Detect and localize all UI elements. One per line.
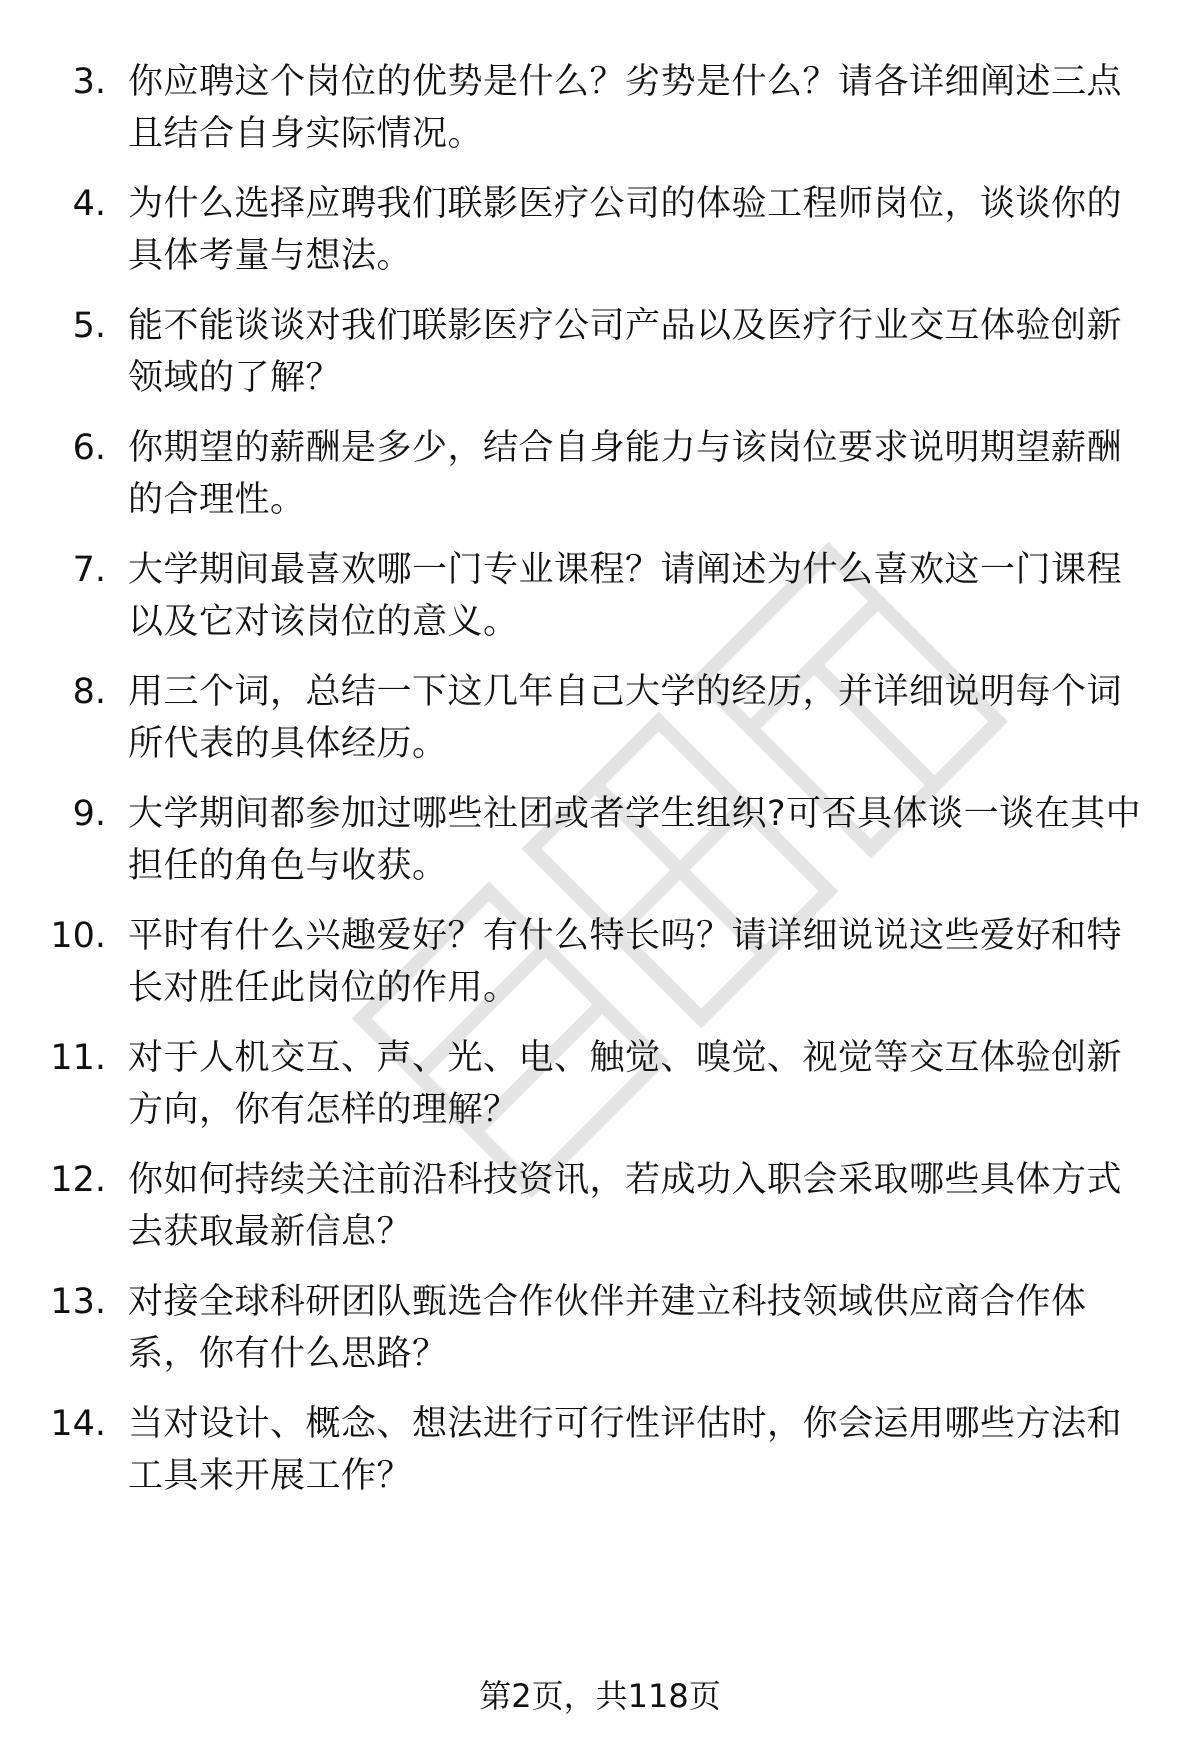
question-number: 12.	[50, 1160, 106, 1200]
question-text: 平时有什么兴趣爱好？有什么特长吗？请详细说说这些爱好和特长对胜任此岗位的作用。	[128, 916, 1123, 1008]
list-item	[0, 178, 1200, 288]
list-item	[0, 910, 1200, 1020]
list-item	[0, 1398, 1200, 1508]
question-number: 11.	[50, 1038, 106, 1078]
question-number: 8.	[72, 672, 106, 712]
list-item	[0, 544, 1200, 654]
question-text: 用三个词，总结一下这几年自己大学的经历，并详细说明每个词所代表的具体经历。	[128, 672, 1123, 764]
question-text: 大学期间最喜欢哪一门专业课程？请阐述为什么喜欢这一门课程以及它对该岗位的意义。	[128, 550, 1123, 642]
question-text: 对接全球科研团队甄选合作伙伴并建立科技领域供应商合作体系，你有什么思路？	[128, 1282, 1087, 1374]
page-number-footer: 第2页，共118页	[479, 1677, 721, 1715]
list-item	[0, 1032, 1200, 1142]
question-text: 你应聘这个岗位的优势是什么？劣势是什么？请各详细阐述三点且结合自身实际情况。	[128, 62, 1123, 154]
list-item	[0, 56, 1200, 166]
question-text: 能不能谈谈对我们联影医疗公司产品以及医疗行业交互体验创新领域的了解？	[128, 306, 1123, 398]
question-text: 你期望的薪酬是多少，结合自身能力与该岗位要求说明期望薪酬的合理性。	[128, 428, 1123, 520]
question-number: 14.	[50, 1404, 106, 1444]
question-number: 3.	[72, 62, 106, 102]
question-text: 为什么选择应聘我们联影医疗公司的体验工程师岗位，谈谈你的具体考量与想法。	[128, 184, 1123, 276]
list-item	[0, 300, 1200, 410]
question-text: 大学期间都参加过哪些社团或者学生组织?可否具体谈一谈在其中担任的角色与收获。	[128, 794, 1142, 886]
question-number: 10.	[50, 916, 106, 956]
question-number: 4.	[72, 184, 106, 224]
question-number: 13.	[50, 1282, 106, 1322]
list-item	[0, 422, 1200, 532]
question-number: 9.	[72, 794, 106, 834]
question-number: 7.	[72, 550, 106, 590]
question-text: 你如何持续关注前沿科技资讯，若成功入职会采取哪些具体方式去获取最新信息？	[128, 1160, 1123, 1252]
question-text: 对于人机交互、声、光、电、触觉、嗅觉、视觉等交互体验创新方向，你有怎样的理解？	[128, 1038, 1123, 1130]
question-text: 当对设计、概念、想法进行可行性评估时，你会运用哪些方法和工具来开展工作？	[128, 1404, 1123, 1496]
question-number: 5.	[72, 306, 106, 346]
list-item	[0, 788, 1200, 898]
list-item	[0, 1154, 1200, 1264]
question-number: 6.	[72, 428, 106, 468]
list-item	[0, 666, 1200, 776]
list-item	[0, 1276, 1200, 1386]
